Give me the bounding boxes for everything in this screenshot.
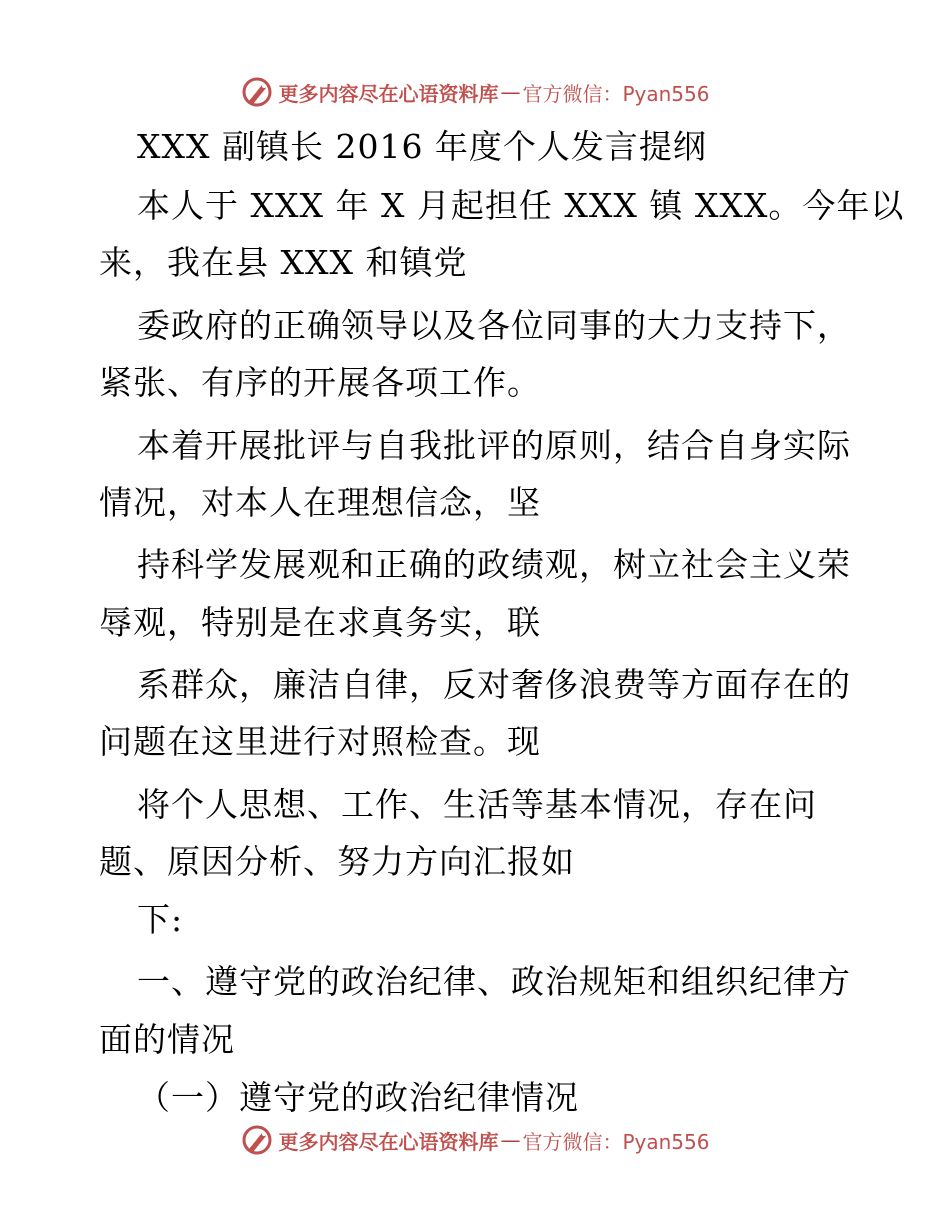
paragraph-line: 题、原因分析、努力方向汇报如 xyxy=(99,842,575,881)
paragraph-line: 本人于 XXX 年 X 月起担任 XXX 镇 XXX。今年以 xyxy=(137,186,905,225)
paragraph-line: 将个人思想、工作、生活等基本情况，存在问 xyxy=(137,785,817,824)
watermark-separator: — xyxy=(500,1128,521,1152)
paragraph-line: 持科学发展观和正确的政绩观，树立社会主义荣 xyxy=(137,545,851,584)
paragraph-line: 问题在这里进行对照检查。现 xyxy=(99,722,541,761)
paragraph-line: 系群众，廉洁自律，反对奢侈浪费等方面存在的 xyxy=(137,665,851,704)
watermark-contact-text: 官方微信：Pyan556 xyxy=(522,81,710,106)
subsection-heading: （一）遵守党的政治纪律情况 xyxy=(137,1078,579,1117)
section-heading: 一、遵守党的政治纪律、政治规矩和组织纪律方 xyxy=(137,962,851,1001)
paragraph-line: 下: xyxy=(137,900,184,939)
pen-logo-icon xyxy=(240,1123,274,1157)
watermark-contact-text: 官方微信：Pyan556 xyxy=(522,1129,710,1154)
watermark-brand-text: 更多内容尽在心语资料库 xyxy=(278,1129,499,1154)
paragraph-line: 情况，对本人在理想信念，坚 xyxy=(99,483,541,522)
paragraph-line: 本着开展批评与自我批评的原则，结合自身实际 xyxy=(137,426,851,465)
footer-watermark xyxy=(0,1120,950,1160)
watermark-brand-text: 更多内容尽在心语资料库 xyxy=(278,81,499,106)
paragraph-line: 辱观，特别是在求真务实，联 xyxy=(99,603,541,642)
paragraph-line: 紧张、有序的开展各项工作。 xyxy=(99,363,541,402)
header-watermark xyxy=(0,72,950,112)
paragraph-line: 委政府的正确领导以及各位同事的大力支持下， xyxy=(137,306,851,345)
section-heading-continuation: 面的情况 xyxy=(99,1020,235,1059)
pen-logo-icon xyxy=(240,75,274,109)
watermark-separator: — xyxy=(500,80,521,104)
document-title: XXX 副镇长 2016 年度个人发言提纲 xyxy=(137,127,707,166)
paragraph-line: 来，我在县 XXX 和镇党 xyxy=(99,243,468,282)
